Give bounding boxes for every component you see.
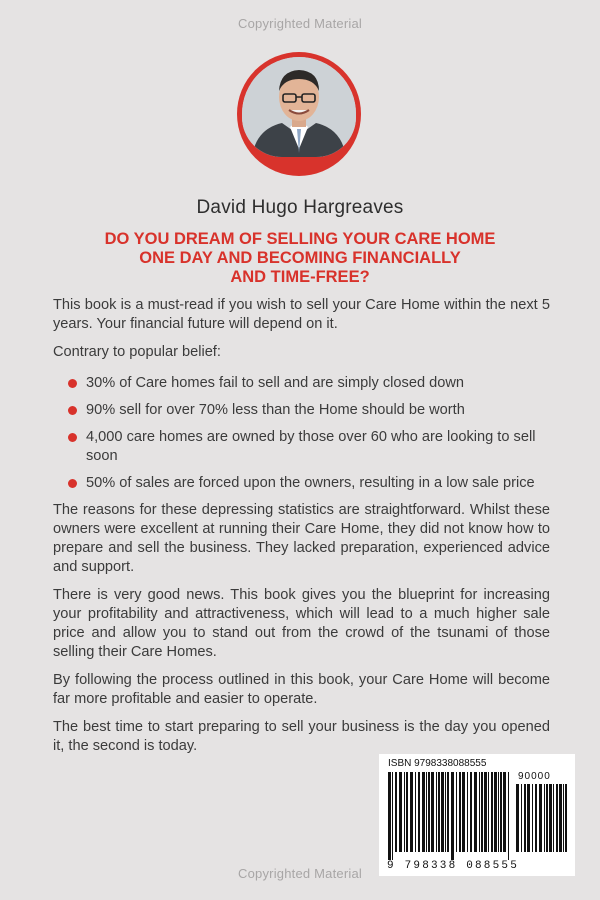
barcode-bar <box>459 772 461 852</box>
headline-line: DO YOU DREAM OF SELLING YOUR CARE HOME <box>104 230 496 248</box>
barcode-addon-number: 90000 <box>518 771 551 782</box>
barcode-bar <box>404 772 405 852</box>
barcode-bar <box>527 784 530 852</box>
list-item-text: 50% of sales are forced upon the owners, resulting in a low sale price <box>86 475 535 491</box>
barcode-bar <box>422 772 425 852</box>
list-item <box>53 474 550 493</box>
barcode-bar <box>532 784 533 852</box>
barcode-bar <box>436 772 437 852</box>
barcode-bar <box>556 784 558 852</box>
list-item <box>53 401 550 420</box>
barcode-bar <box>467 772 468 852</box>
barcode-bar <box>494 772 497 852</box>
body-paragraph: By following the process outlined in this book, your Care Home will become far more profitable and easier to operate. <box>53 672 550 707</box>
isbn-label: ISBN 9798338088555 <box>388 758 487 769</box>
barcode-bar <box>539 784 542 852</box>
barcode-bar <box>521 784 522 852</box>
barcode-bar <box>451 772 454 860</box>
headline-line: AND TIME-FREE? <box>230 268 370 286</box>
barcode-bar <box>388 772 391 860</box>
author-portrait <box>237 52 361 176</box>
bullet-dot-icon <box>68 406 77 415</box>
list-item <box>53 374 550 393</box>
barcode-bar <box>426 772 427 852</box>
barcode-bar <box>524 784 526 852</box>
barcode-bar <box>441 772 444 852</box>
barcode-bar <box>491 772 493 852</box>
bullet-dot-icon <box>68 433 77 442</box>
headline-line: ONE DAY AND BECOMING FINANCIALLY <box>139 249 461 267</box>
barcode-bar <box>474 772 477 852</box>
barcode-bar <box>546 784 548 852</box>
barcode-bar <box>559 784 562 852</box>
barcode-bar <box>563 784 564 852</box>
barcode-bar <box>516 784 519 852</box>
barcode-bar <box>456 772 457 852</box>
blurb-body <box>53 296 550 765</box>
barcode-bar <box>484 772 487 852</box>
bullet-dot-icon <box>68 379 77 388</box>
isbn-barcode <box>379 754 575 876</box>
copyright-watermark-bottom: Copyrighted Material <box>238 866 362 881</box>
barcode-bar <box>438 772 440 852</box>
list-item-text: 30% of Care homes fail to sell and are simply closed down <box>86 375 465 391</box>
barcode-bar <box>498 772 499 852</box>
barcode-bar <box>488 772 489 852</box>
barcode-bar <box>479 772 480 852</box>
barcode-bar <box>399 772 402 852</box>
barcode-bar <box>553 784 554 852</box>
author-name: David Hugo Hargreaves <box>196 197 404 218</box>
barcode-bars <box>388 772 512 860</box>
barcode-bar <box>418 772 420 852</box>
headline <box>40 230 560 287</box>
barcode-bar <box>481 772 483 852</box>
barcode-bar <box>565 784 567 852</box>
body-paragraph: The reasons for these depressing statistics are straightforward. Whilst these owners were excellent at running their Care Home, they did not know how to prepare and sell the business. They lacked preparation, experienced advice and support. <box>53 502 550 575</box>
author-photo <box>242 57 356 157</box>
barcode-bar <box>447 772 449 852</box>
barcode-bar <box>415 772 416 852</box>
barcode-bar <box>410 772 413 852</box>
statistics-list <box>53 374 550 493</box>
barcode-bar <box>392 772 393 860</box>
list-item-text: 4,000 care homes are owned by those over 60 who are looking to sell soon <box>86 429 536 464</box>
barcode-bar <box>406 772 408 852</box>
barcode-digits: 9 798338 088555 <box>387 860 520 872</box>
list-item-text: 90% sell for over 70% less than the Home should be worth <box>86 402 465 418</box>
body-paragraph: There is very good news. This book gives you the blueprint for increasing your profitability and attractiveness, which will lead to a much higher sale price and allow you to stand out from the crowd of the tsunami of those selling their Care Homes. <box>53 587 550 660</box>
barcode-bar <box>428 772 430 852</box>
intro-paragraph: This book is a must-read if you wish to sell your Care Home within the next 5 years. Your financial future will depend on it. <box>53 297 550 332</box>
body-paragraph: The best time to start preparing to sell your business is the day you opened it, the second is today. <box>53 719 550 754</box>
barcode-bar <box>508 772 509 860</box>
list-item <box>53 428 550 466</box>
barcode-bar <box>500 772 502 852</box>
barcode-bar <box>431 772 434 852</box>
barcode-bar <box>395 772 397 852</box>
barcode-bar <box>462 772 465 852</box>
barcode-bar <box>535 784 537 852</box>
barcode-bar <box>544 784 545 852</box>
barcode-bar <box>549 784 552 852</box>
bullet-dot-icon <box>68 479 77 488</box>
barcode-bar <box>470 772 472 852</box>
lead-sentence: Contrary to popular belief: <box>53 344 221 360</box>
barcode-bar <box>445 772 446 852</box>
barcode-addon-bars <box>516 784 568 860</box>
copyright-watermark-top: Copyrighted Material <box>238 16 362 31</box>
barcode-bar <box>503 772 506 852</box>
